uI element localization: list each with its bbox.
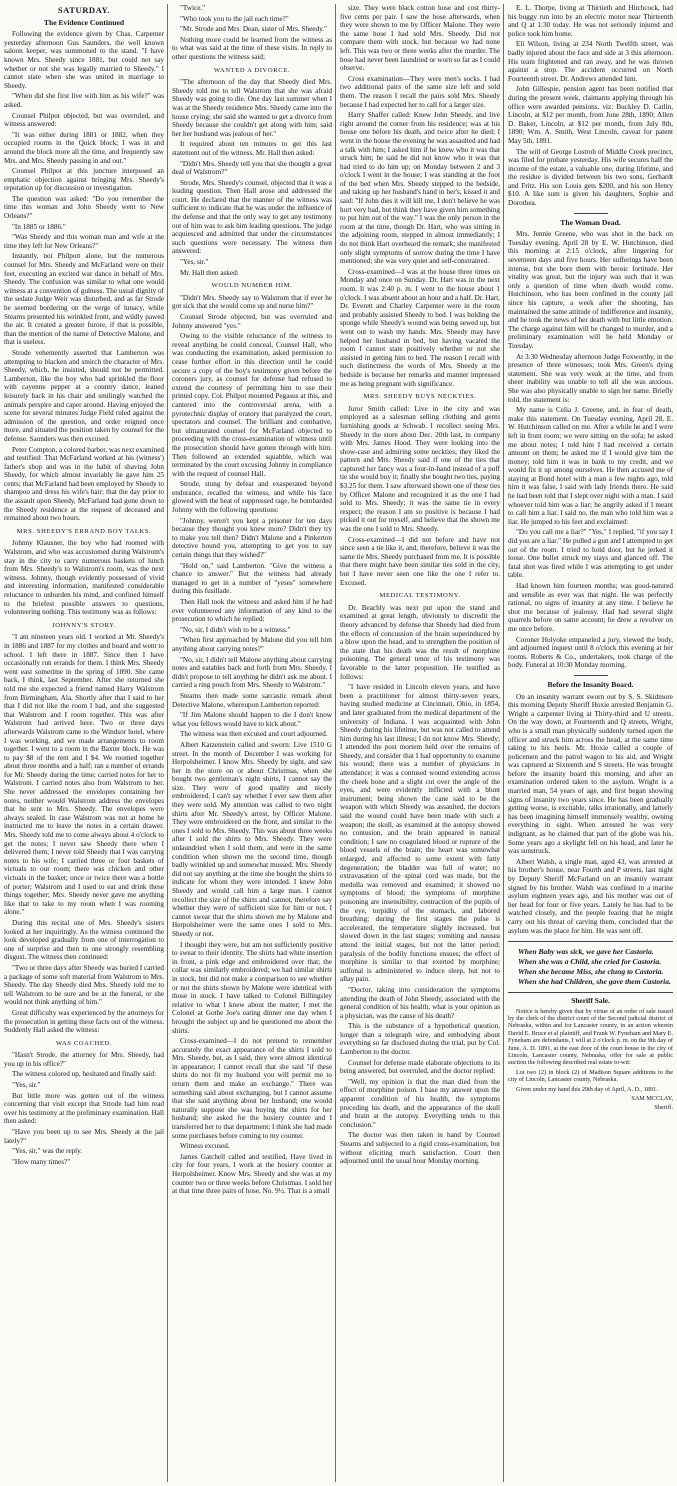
column-rule	[503, 4, 504, 1482]
column-2	[172, 4, 332, 1482]
paragraph: Counsel Strode objected, but was overruled and Johnny answered "yes."	[172, 313, 332, 330]
sheriff-sale-notice	[508, 997, 673, 1112]
paragraph: "Well, my opinion is that the man died from the effect of morphine poison. I base my answer upon the apparent condition of his health, the symptoms preceding his death, and the appearance of the skull and brain at the autopsy. Everything tends to this conclusion."	[340, 1077, 500, 1129]
notice-heading: Sheriff Sale.	[571, 996, 610, 1006]
column-rule	[335, 4, 336, 1482]
paragraph: John Gillespie, pension agent has been notified that during the present week, claimants applying through his office were awarded pensions, viz: Buckley D. Catlin, Lincoln, at $12 per month, from June 28th, 1890; Allen D. Baker, Lincoln, at $12 per month, from July 8th, 1890; Wm. A. Smith, West Lincoln, caveat for patent May 5th, 1891.	[508, 85, 673, 145]
paragraph: Dr. Beachly was next put upon the stand and examined at great length, obviously to discredit the theory advanced by defense that Sheedy had died from the effects of concussion of the brain superinduced by a blow upon the head, and to strengthen the position of the state that his death was the result of morphine poisoning. The general tenor of his testimony was favorable to the latter proposition. He testified as follows:	[340, 603, 500, 681]
paragraph: My name is Celia J. Greene, and, in fear of death, make this statement. On Tuesday evening, April 28, E. W. Hutchinson called on me. After a while he and I were left in front room; we were sitting on the sofa; he asked me about notes; I told him I had received a certain amount on them; he asked me if I would give him the money; told him it was in bank to my credit, and we would fix it up among ourselves. He then accused me of staying at Bond hotel with a man a few nights ago, told him it was false, I said with lady friends there. He said he had been told that I slept over night with a man. I said whoever told him was a liar; he angrily asked if I meant to call him a liar. I said no, the man who told him was a liar. He jumped to his feet and exclaimed:	[508, 406, 673, 526]
article-body	[172, 294, 332, 1196]
paragraph: I thought they were, but am not sufficiently positive to swear to their identity. The shirts had white insertion in front, a pink edge and embroidered over that; the collar was similarly embroidered; we had similar shirts in stock, but did not make a comparison to see whether or not the shirts shown by Malone were identical with those in stock. I have talked to Colonel Billingsley relative to what I knew about the matter; I met the Colonel at Gothe Joe's eating dinner one day when I brought the subject up and he questioned me about the shirts.	[172, 940, 332, 1035]
paragraph: Great difficulty was experienced by the attorneys for the prosecution in getting these facts out of the witness. Suddenly Hall asked the witness:	[4, 1008, 164, 1035]
section-heading: Before the Insanity Board.	[547, 679, 634, 689]
article-body	[4, 633, 164, 1034]
notice-body	[508, 1008, 673, 1093]
paragraph: "Mr. Strode and Mrs. Dean, sister of Mrs. Sheedy."	[180, 25, 327, 34]
paragraph: Cross-examined—I did not before and have not since seen a tie like it, and, therefore, believe it was the same tie Mrs. Sheedy purchased from me. It is possible that there might have been similar ties sold in the city, but I have never seen one like the one I refer to. Excused.	[340, 535, 500, 587]
paragraph: "When did she first live with him as his wife?" was asked.	[4, 92, 164, 109]
paragraph: Counsel Philpot objected, but was overruled, and witness answered:	[4, 111, 164, 129]
paragraph: "Doctor, taking into consideration the symptoms attending the death of John Sheedy, associated with the general condition of his health, what is your opinion as a physician, was the cause of his death?	[340, 985, 500, 1020]
article-body	[340, 604, 500, 1166]
paragraph: At 3:30 Wednesday afternoon Judge Foxworthy, in the presence of three witnesses; took Mrs. Green's dying statement. She was very weak at the time, and from sheer inability was unable to tell all she was anxious. She was also physically unable to sign her name. Briefly told, the statement is:	[508, 352, 673, 404]
subheading: MRS. SHEEDY'S ERRAND BOY TALKS.	[16, 527, 152, 535]
article-body	[508, 4, 673, 208]
subheading: JOHNNY'S STORY.	[52, 621, 116, 629]
paragraph: Cross examination—They were men's socks. I had two additional pairs of the same size left and sold them. The reason I recall the pairs sold Mrs. Sheedy because I had expected her to call for a larger size.	[340, 74, 500, 109]
paragraph: Owing to the visible reluctance of the witness to reveal anything he could conceal, Counsel Hall, who was conducting the examination, asked permission to cease further effort in this direction until he could secure a copy of the boy's testimony given before the coroners jury, as counsel for defense had refused to extend the courtesy of permitting him to use their printed copy. Col. Philpot mounted Pegasus at this, and cantered into the controversial arena, with a pyrotechnic display of oratory that paralyzed the court, spectators and counsel. The brilliant and combative, but ulmaturated counsel for McFarland objected to proceeding with the cross-examination of witness until the prosecution should have gotten through with him. Then followed an extended squabble, which was terminated by the court excusing Johnny in compliance with the request of counsel Hall.	[172, 332, 332, 478]
section-heading: The Evidence Continued	[43, 17, 125, 27]
ad-line: When Baby was sick, we gave her Castoria.	[518, 947, 654, 957]
paragraph: Coroner Holyoke empaneled a jury, viewed the body, and adjourned inquest until 8 o'clock this evening at her rooms. Roberts & Co., undertakers, took charge of the body. Funeral at 10:30 Monday morning.	[508, 635, 673, 670]
paragraph: "Hold on," said Lamberton. "Give the witness a chance to answer." But the witness had already managed to get in a number of "yeses" somewhere during this fusillade.	[172, 561, 332, 596]
paragraph: Following the evidence given by Chas. Carpenter yesterday afternoon Gus Saunders, the well known saloon keeper, was summoned to the stand. "I have known Mrs. Sheedy since 1881, but could not say whether or not she was legally married to Sheedy." I cannot state when she was united in marriage to Sheedy.	[4, 30, 164, 90]
paragraph: Mrs. Jennie Greene, who was shot in the back on Tuesday evening, April 28 by E. W. Hutchinson, died this morning at 2:15 o'clock, after lingering for seventeen days and five hours. Her sufferings have been intense, but she bore them with heroic fortitude. Her vitality was great, but the injury was such that it was only a question of time when death would come. Hutchinson, who has been confined in the county jail since his capture, a week after the shooting, has maintained the same attitude of indifference and insanity, and he took the news of her death with but little emotion. The charge against him will be changed to murder, and a preliminary examination will be held Monday or Tuesday.	[508, 230, 673, 350]
article-body	[340, 4, 500, 388]
paragraph: "It was either during 1881 or 1882, when they occupied rooms in the Quick block; I was in and around the block more all the time, and frequently saw Mrs. and Mrs. Sheedy passing in and out."	[4, 130, 164, 165]
paragraph: size. They were black cotton hose and cost thirty-five cents per pair. I saw the hose afterwards, when they were shown to me by Officer Malone. They were the same hose I had sold Mrs. Sheedy. Did not compare them with stock, but because we had none left. This was two or three weeks after the murder. The hose had never been laundried or worn so far as I could observe.	[340, 4, 500, 73]
paragraph: The question was asked: "Do you remember the time this woman and John Sheedy went to New Orleans?"	[4, 194, 164, 221]
column-1	[4, 4, 164, 1482]
ad-line: When she was a Child, she cried for Castoria.	[518, 957, 662, 967]
paragraph: "Hasn't Strode, the attorney for Mrs. Sheedy, had you up in his office?"	[4, 1051, 164, 1068]
paragraph: Albert Katzenstein called and sworn: Live 1510 G street. In the month of December I was working for Herpolsheimer. I know Mrs. Sheedy by sight, and saw her in the store on or about Christmas, when she bought two gentleman's night shirts, I cannot say the size. They were of good quality and nicely embroidered. I can't say whether I ever saw them after they were sold. My attention was called to two night shirts after Mr. Sheedy's arrest, by Officer Malone. They were embroidered on the front, and similar to the ones I sold to Mrs. Sheedy. This was about three weeks after I sold the shirts to Mrs. Sheedy. They were unlaundried when I sold them, and were in the same condition when shown me the second time, though badly wrinkled up and somewhat mussed. Mrs. Sheedy did not say anything at the time she bought the shirts to indicate for whom they were intended. I knew John Sheedy and would call him a large man. I cannot recollect the size of the shirts and cannot, therefore say whether they were of sufficient size for him or not. I cannot swear that the shirts shown me by Malone and Herpolsheimer were the same ones I sold to Mrs. Sheedy or not.	[172, 740, 332, 938]
dateline: SATURDAY.	[57, 5, 111, 15]
subheading: WOULD NUMBER HIM.	[211, 282, 293, 290]
ad-line: When she became Miss, she clung to Castoria.	[518, 967, 664, 977]
paragraph: Cross-examined—I was at the house three times on Monday and once on Sunday. Dr. Hart was in the next room. It was 2:40 p. m. I went to the house about 1 o'clock. I was absent about an hour and a half. Dr. Hart, Dr. Everett and Charley Carpenter were in the room and probably assisted Sheedy to bed. I was holding the sponge while Sheedy's wound was being sewed up, but went out to wash my hands. Mrs. Sheedy may have helped her husband in bed, but having vacated the room I cannot state positively whether or not she assisted in getting him to bed. The reason I recall with such distinctness the words of Mrs. Sheedy at the bedside is because her remarks and manner impressed me as being pregnant with significance.	[340, 267, 500, 388]
paragraph: Nothing more could be learned from the witness as to what was said at the time of these visits. In reply to other questions the witness said;	[172, 35, 332, 61]
paragraph: "Was Sheedy and this woman man and wife at the time they left for New Orleans?"	[4, 233, 164, 250]
paragraph: "When first approached by Malone did you tell him anything about carrying notes?"	[172, 636, 332, 653]
paragraph: Given under my hand this 29th day of April, A. D., 1891.	[516, 1085, 658, 1093]
paragraph: The witness colored up, hesitated and finally said:	[12, 1070, 157, 1079]
paragraph: Had known him fourteen months; was good-natured and sensible as ever was that night. He was perfectly rational, no signs of insanity at any time. I believe he shot me because of jealousy. Had had several slight quarrels before on same account; he drew a revolver on me once before.	[508, 582, 673, 633]
column-4	[508, 4, 673, 1482]
article-body	[4, 539, 164, 616]
paragraph: "How many times?"	[12, 1157, 71, 1166]
paragraph: Johnny Klausner, the boy who had roomed with Walstrom, and who was accustomed during Walstrom's stay in the city to carry numerous baskets of lunch from Mrs. Sheedy's to Walstrom's room, was the next witness. Johnny, though evidently possessed of vivid and interesting information, manifested considerable reluctance to unburden his mind, and confined himself to the briefest possible answers to questions, volunteering nothing. This testimony was as follows:	[4, 539, 164, 617]
paragraph: The will of George Lostroh of Middle Creek precinct, was filed for probate yesterday. His wife secures half the income of the estate, a valuable one, during lifetime, and the residue is divided between his two sons, Gerhardt and Fritz. His son Louis gets $200, and his son Henry $10. A like sum is given his daughters, Sophie and Dorothea.	[508, 147, 673, 208]
paragraph: Counsel for defense made elaborate objections to its being answered, but overruled, and the doctor replied:	[340, 1058, 500, 1076]
paragraph: "The afternoon of the day that Sheedy died Mrs. Sheedy told me to tell Walstrom that she was afraid Sheedy was going to die. One day last summer when I was at the Sheedy residence Mrs. Sheedy came into the house crying; she said she wanted to get a divorce from Sheedy because she couldn't get along with him; said her her husband was jealous of her."	[172, 78, 332, 138]
paragraph: The witness was then excused and court adjourned.	[180, 730, 328, 739]
paragraph: Instantly, not Philpott alone, but the numerous counsel for Mrs. Sheedy and McFarland were on their feet, executing an excited war dance in behalf of Mrs. Sheedy. The confusion was similar to what one would witness at a convention of gulness. The usual dignity of the sedate Judge Weir was disturbed, and as far Strode he seemed bordering on the verge of lunacy, while Stearns presented his wrinkled front, and wildly pawed the air. It created a greater furore, if that is possible, than the mention of the name of Detective Malone, and that is useless.	[4, 252, 164, 347]
paragraph: "No, sir, I didn't wish to be a witness."	[180, 625, 291, 634]
paragraph: James Gatchell called and testified, Have lived in city for four years, I work at the hosiery counter at Herpolsheimer. Know Mrs. Sheedy and she was at my counter two or three weeks before Christmas. I sold her at that time three pairs of hose, No. 9½. That is a small	[172, 1152, 332, 1196]
paragraph: Harry Shaffer called: Knew John Sheedy, and live right around the corner from his residence; was at his house one before his death, and twice after he died; I went in the house the evening he was assaulted and had a talk with him; I asked him if he knew who it was that struck him; he said he did not know who it was that had tried to do him up; on Monday between 2 and 3 o'clock I went in the house; I was standing at the foot of the bed when Mrs. Sheedy stepped to the bedside, and taking up her husband's hand in her's, kissed it and said: "If John dies it will kill me, I don't believe he was hurt very bad, but think they have given him something to put him out of the way." I was the only person in the room at the time, though Dr. Hart, who was sitting in the adjoining room, stepped in almost immediately; I do not think Hart overheard the remark; she manifested only slight symptoms of sorrow during the time I have mentioned; she was very quiet and self-constrained.	[340, 111, 500, 266]
paragraph: "No, sir, I didn't tell Malone anything about carrying notes and eatables back and forth from Mrs. Sheedy. I didn't propose to tell anything he didn't ask me about. I carried a ring pouch from Mrs. Sheedy to Walstrom."	[172, 655, 332, 690]
paragraph: "I have resided in Lincoln eleven years, and have been a practitioner for almost thirty-seven years, having studied medicine at Cincinnati, Ohio, in 1854, and later graduated from the medical department of the university of Indiana. I was acquainted with John Sheedy during his lifetime, but was not called to attend him during his last illness; I do not know Mrs. Sheedy; I attended the post mortem held over the remains of Sheedy, and consider that I had opportunity to examine his wound; there was a number of physicians in attendance; it was a contused wound extending across the cheek bone and a slight cut over the angle of the eyes, and were evidently inflicted with a blunt instrument; being shown the cane said to be the weapon with which Sheedy was assaulted, the doctors said the wound could have been made with such a weapon; the skull, as examined at the autopsy showed no contusion, and the brain appeared in natural condition; I saw no coagulated blood or rupture of the blood vessels of the brain; the heart was somewhat enlarged, and affected to some extent with fatty degeneration; the bladder was full of water; no extravasation of the spinal cord was made, but the medulla was removed and examined; it showed no symptoms of blood; the symptoms of morphine poisoning are insensibility, contraction of the pupils of the eye, torpidity of the stomach, and labored breathing; during the first stages the pulse is accelerated, the temperature slightly increased, but slowed down in the last stages; vomiting and nausea attend the initial stages, but not the latter period; paralysis of the bodily functions ensues; the effect of morphine is similar to that exerted by morphine; sulfonal is administered to induce sleep, but not to allay pain.	[340, 683, 500, 984]
article-body	[4, 1051, 164, 1166]
section-heading: The Woman Dead.	[560, 217, 621, 227]
column-rule	[167, 4, 168, 1482]
paragraph: "Didn't Mrs. Sheedy say to Walstrom that if ever he got sick that she would come up and nurse him?"	[172, 293, 332, 311]
castoria-advertisement	[508, 941, 673, 993]
article-body	[172, 78, 332, 277]
subheading: MRS. SHEEDY BUYS NECKTIES.	[363, 393, 477, 401]
divider	[574, 213, 608, 214]
paragraph: Strode vehemently asserted that Lamberton was attempting to blacken and smirch the character of Mrs. Sheedy, which, he insisted, should not be permitted. Lamberton, like the boy who had sprinkled the floor with cayenne pepper at a country dance, leaned leisurely back in his chair and smilingly watched the animals perspire and caper around. Having enjoyed the scene for several minutes Judge Field ruled against the admission of the question, and order reigned once more, and situated the position taken by counsel for the defense. Saunders was then excused.	[4, 348, 164, 443]
paragraph: Strode, Mrs. Sheedy's counsel, objected that it was a leading question. Then Hall arose and addressed the court. He declared that the manner of the witness was sufficient to indicate that he was under the influence of the defense and that the only way to get any testimony out of him was to ask him leading questions. The judge acquiesced and admitted that under the circumstances such questions were necessary. The witness then answered:	[172, 178, 332, 256]
paragraph: Mr. Hall then asked:	[180, 268, 239, 277]
paragraph: "Twice."	[180, 4, 206, 12]
article-body	[508, 230, 673, 670]
paragraph: "Have you been up to see Mrs. Sheedy at the jail lately?"	[4, 1128, 164, 1145]
paragraph: Stearns then made some sarcastic remark about Detective Malone, whereupon Lamberton reported:	[172, 691, 332, 709]
paragraph: E. L. Thorpe, living at Thirtieth and Hitchcock, had his buggy run into by an electric motor near Thirteenth and Q at 1:30 today. He was not seriously injured and police took him home.	[508, 4, 673, 38]
article-body	[340, 405, 500, 587]
subheading: WAS COACHED.	[55, 1039, 113, 1047]
paragraph: The doctor was then taken in hand by Counsel Stearns and subjected to a rigid cross-examination, but without eliciting much satisfaction. Court then adjourned until the usual hour Monday morning.	[340, 1131, 500, 1166]
paragraph: Peter Compton, a colored barber, was next examined and testified: That McFarland worked at his (witness') father's shop and was in the habit of shaving John Sheedy, for which almost invariably he gave him 25 cents; that McFarland had been employed by Sheedy to shampoo and dress his wife's hair; that the day prior to the assault upon Sheedy, McFarland had gone down to the Sheedy residence at the request of deceased and remained about two hours.	[4, 445, 164, 523]
paragraph: Counsel Philpot at this juncture interposed an emphatic objection against bringing Mrs. Sheedy's reputation up for discussion or investigation.	[4, 167, 164, 193]
paragraph: "Two or three days after Sheedy was buried I carried a package of some soft material from Walstrom to Mrs. Sheedy. The day Sheedy died Mrs. Sheedy told me to tell Walstrom to be sure and be at the funeral, or she would not think anything of him."	[4, 963, 164, 1007]
paragraph: Cross-examined—I do not pretend to remember accurately the exact appearance of the shirts I sold to Mrs. Sheedy, but, as I said, they were almost identical in appearance; I cannot recall that she said "if these shirts do not fit my husband you will permit me to return them and make an exchange." There was something said about exchanging, but I cannot assume that she said anything about her husband; one would naturally suppose she was buying the shirts for her husband; she asked for the hosiery counter and I transferred her to that department; I think she had made some purchases before coming to my counter.	[172, 1037, 332, 1140]
paragraph: Lot two (2) in block (2) of Madison Square additions to the city of Lincoln, Lancaster county, Nebraska.	[508, 1068, 673, 1084]
paragraph: But little more was gotten out of the witness concerning that visit except that Strode had him read over his testimony at the preliminary examination. Hall then asked:	[4, 1091, 164, 1126]
paragraph: "If Jim Malone should happen to die I don't know what you fellows would have to kick about."	[172, 711, 332, 728]
divider	[574, 675, 608, 676]
paragraph: Eli Wilson, living at 234 North Twelfth street, was badly injured about the face and side at 3 this afternoon. His team frightened and ran away, and he was thrown against a stop. The accident occurred on North Fourteenth street. Dr. Andrews attended him.	[508, 40, 673, 83]
article-body	[172, 4, 332, 62]
paragraph: "Yes, sir," was the reply.	[12, 1147, 83, 1156]
paragraph: "Who took you to the jail each time?"	[180, 14, 289, 23]
paragraph: Then Hall took the witness and asked him if he had ever volunteered any information of any kind to the prosecution to which he replied:	[172, 598, 332, 624]
paragraph: This is the substance of a hypothetical question, longer than a telegraph wire, and embodying about everything so far disclosed during the trial, put by Col. Lamberton to the doctor.	[340, 1022, 500, 1057]
paragraph: "Yes, sir."	[180, 258, 209, 267]
column-3	[340, 4, 500, 1482]
paragraph: It required about ten minutes to get this last statement out of the witness. Mr. Hall then asked:	[172, 140, 332, 157]
ad-line: When she had Children, she gave them Castoria.	[518, 977, 671, 987]
paragraph: "In 1885 or 1886."	[12, 222, 66, 231]
paragraph: "Do you call me a liar?" "Yes," I replied, "if you say I did you are a liar." He pulled a gun and I attempted to get out of the room. I tried to hold door, but he jerked it loose. One bullet struck my stays and glanced off. The fatal shot was fired while I was attempting to get under table.	[508, 528, 673, 580]
notice-signature: SAM MCCLAY,	[631, 1095, 673, 1103]
paragraph: Albert Walsh, a single man, aged 43, was arrested at his brother's house, near Fourth and P streets, last night by Deputy Sheriff McFarland on an insanity warrant signed by his brother. Walsh was confined in a marine asylum eighteen years ago, and his mother was out of her head for four or five years. Lately he has had to be watched closely, and the people fearing that he might carry out his threat of carving them, concluded that the asylum was the place for him. He was sent off.	[508, 857, 673, 935]
paragraph: On an insanity warrant sworn out by S. S. Skidmore this morning Deputy Sheriff Hoxie arrested Benjamin G. Wright a carpenter living at Thirty-third and U streets. On the way down, at Fourteenth and Q streets, Wright, who is a small man physically suddenly turned upon the officer and struck him across the head, at the same time taking to his heels. Mr. Hoxie called a couple of policemen and the patrol wagon to his aid, and Wright was captured at Sixteenth and S streets. He was brought before the insanity board this morning, and after an examination ordered taken to the asylum. Wright is a married man, 54 years of age, and first began showing signs of insanity two years since. He has been gradually getting worse, is excitable, talks irrationally, and latterly has been imagining himself immensely wealthy, owning everything in sight. When arrested he was very indignant, as he claimed that part of the globe was his. Some years ago a skylight fell on his head, and later he was sunstruck.	[508, 692, 673, 856]
article-body	[4, 30, 164, 523]
paragraph: "Johnny, weren't you kept a prisoner for ten days because they thought you knew more? Didn't they try to make you tell then? Didn't Malone and a Pinkerton detective hound you, attempting to get you to say certain things that they wished?"	[172, 516, 332, 560]
subheading: WANTED A DIVORCE.	[213, 66, 291, 74]
subheading: MEDICAL TESTIMONY.	[379, 592, 461, 600]
paragraph: Strode, stung by defeat and exasperated beyond endurance, recalled the witness, and while his face glowed with the heat of suppressed rage, he bombarded Johnny with the following questions:	[172, 480, 332, 515]
paragraph: Witness excused.	[180, 1142, 230, 1151]
paragraph: Notice is hereby given that by virtue of an order of sale issued by the clerk of the district court of the Second judicial district of Nebraska, within and for Lancaster county, in an action wherein David E. Bruce et al plaintiff, and Frank W. Fyneham and Mary E. Fyneham are defendants, I will at 2 o'clock p. m. on the 9th day of June, A. D. 1891, at the east door of the court house in the city of Lincoln, Lancaster county, Nebraska, offer for sale at public auction the following described real estate to-wit:	[508, 1007, 673, 1067]
article-body	[508, 693, 673, 936]
paragraph: Juror Smith called: Live in the city and was employed as a salesman selling clothing and gents furnishing goods at Schwab. I recollect seeing Mrs. Sheedy in the store about Dec. 20th last, in company with Mrs. James Hood. They were looking into the show-case and admiring some neckties; they liked the pattern and Mrs. Sheedy said if one of the ties that captured her fancy was a four-in-hand instead of a puff tie she would buy it; finally she bought two ties, paying $3.25 for them. I saw afterward shown one of these ties by Officer Malone and recognized it as the one I had sold to Mrs. Sheedy; it was the same tie in every respect; the reason I am so positive is because I had picked it out for myself, and believe that the shown me was the one I sold to Mrs. Sheedy.	[340, 404, 500, 534]
paragraph: "Didn't Mrs. Sheedy tell you that she thought a great deal of Walstrom?"	[172, 159, 332, 177]
paragraph: "I am nineteen years old. I worked at Mr. Sheedy's in 1886 and 1887 for my clothes and board and went to school. I left there in 1887. Since then I have occasionally run errands for them. I think Mrs. Sheedy went east sometime in the spring of 1890. She came back, I think, last September. After she returned she told me she expected a friend named Harry Walstrom from Birmingham, Ala. Shortly after that I said to her that I did not like the room I had, and she suggested that Walstrom and I room together. This was after Walstrom had arrived here. Two or three days afterwards Walstrom came to the Windsor hotel, where I was working, and we made arrangements to room together. I went to a room in the Baxter block. He was to pay $8 of the rent and I $4. We roomed together about three months and a half; ran a number of errands for Mr. Sheedy during the time; carried notes for her to Walstrom. I carried notes also from Walstrom to her. She never addressed the envelopes containing her notes, neither would Walstrom address the envelopes that he sent to Mrs. Sheedy. The envelopes were always sealed. In case Walstrom was not at home he instructed me to leave the notes in a certain drawer. Mrs. Sheedy told me to come always about 4 o'clock to get the notes; I never saw Sheedy there when I delivered them; I never told Sheedy that I was carrying notes to his wife; I carried three or four baskets of victuals to our room; there was chicken and other victuals in the basket; once or twice there was a bottle of porter; Walstrom and I used to eat and drink these things together; Mrs. Sheedy never gave me anything like that to take to my room when I was rooming alone."	[4, 633, 164, 917]
paragraph: During this recital one of Mrs. Sheedy's sisters looked at her inquiringly. As the witness continued the look developed gradually from one of interrogation to one of surprise and then to one strongly resembling disgust. The witness then continued:	[4, 918, 164, 962]
paragraph: "Yes, sir."	[12, 1081, 41, 1090]
notice-role: Sheriff.	[654, 1104, 673, 1112]
